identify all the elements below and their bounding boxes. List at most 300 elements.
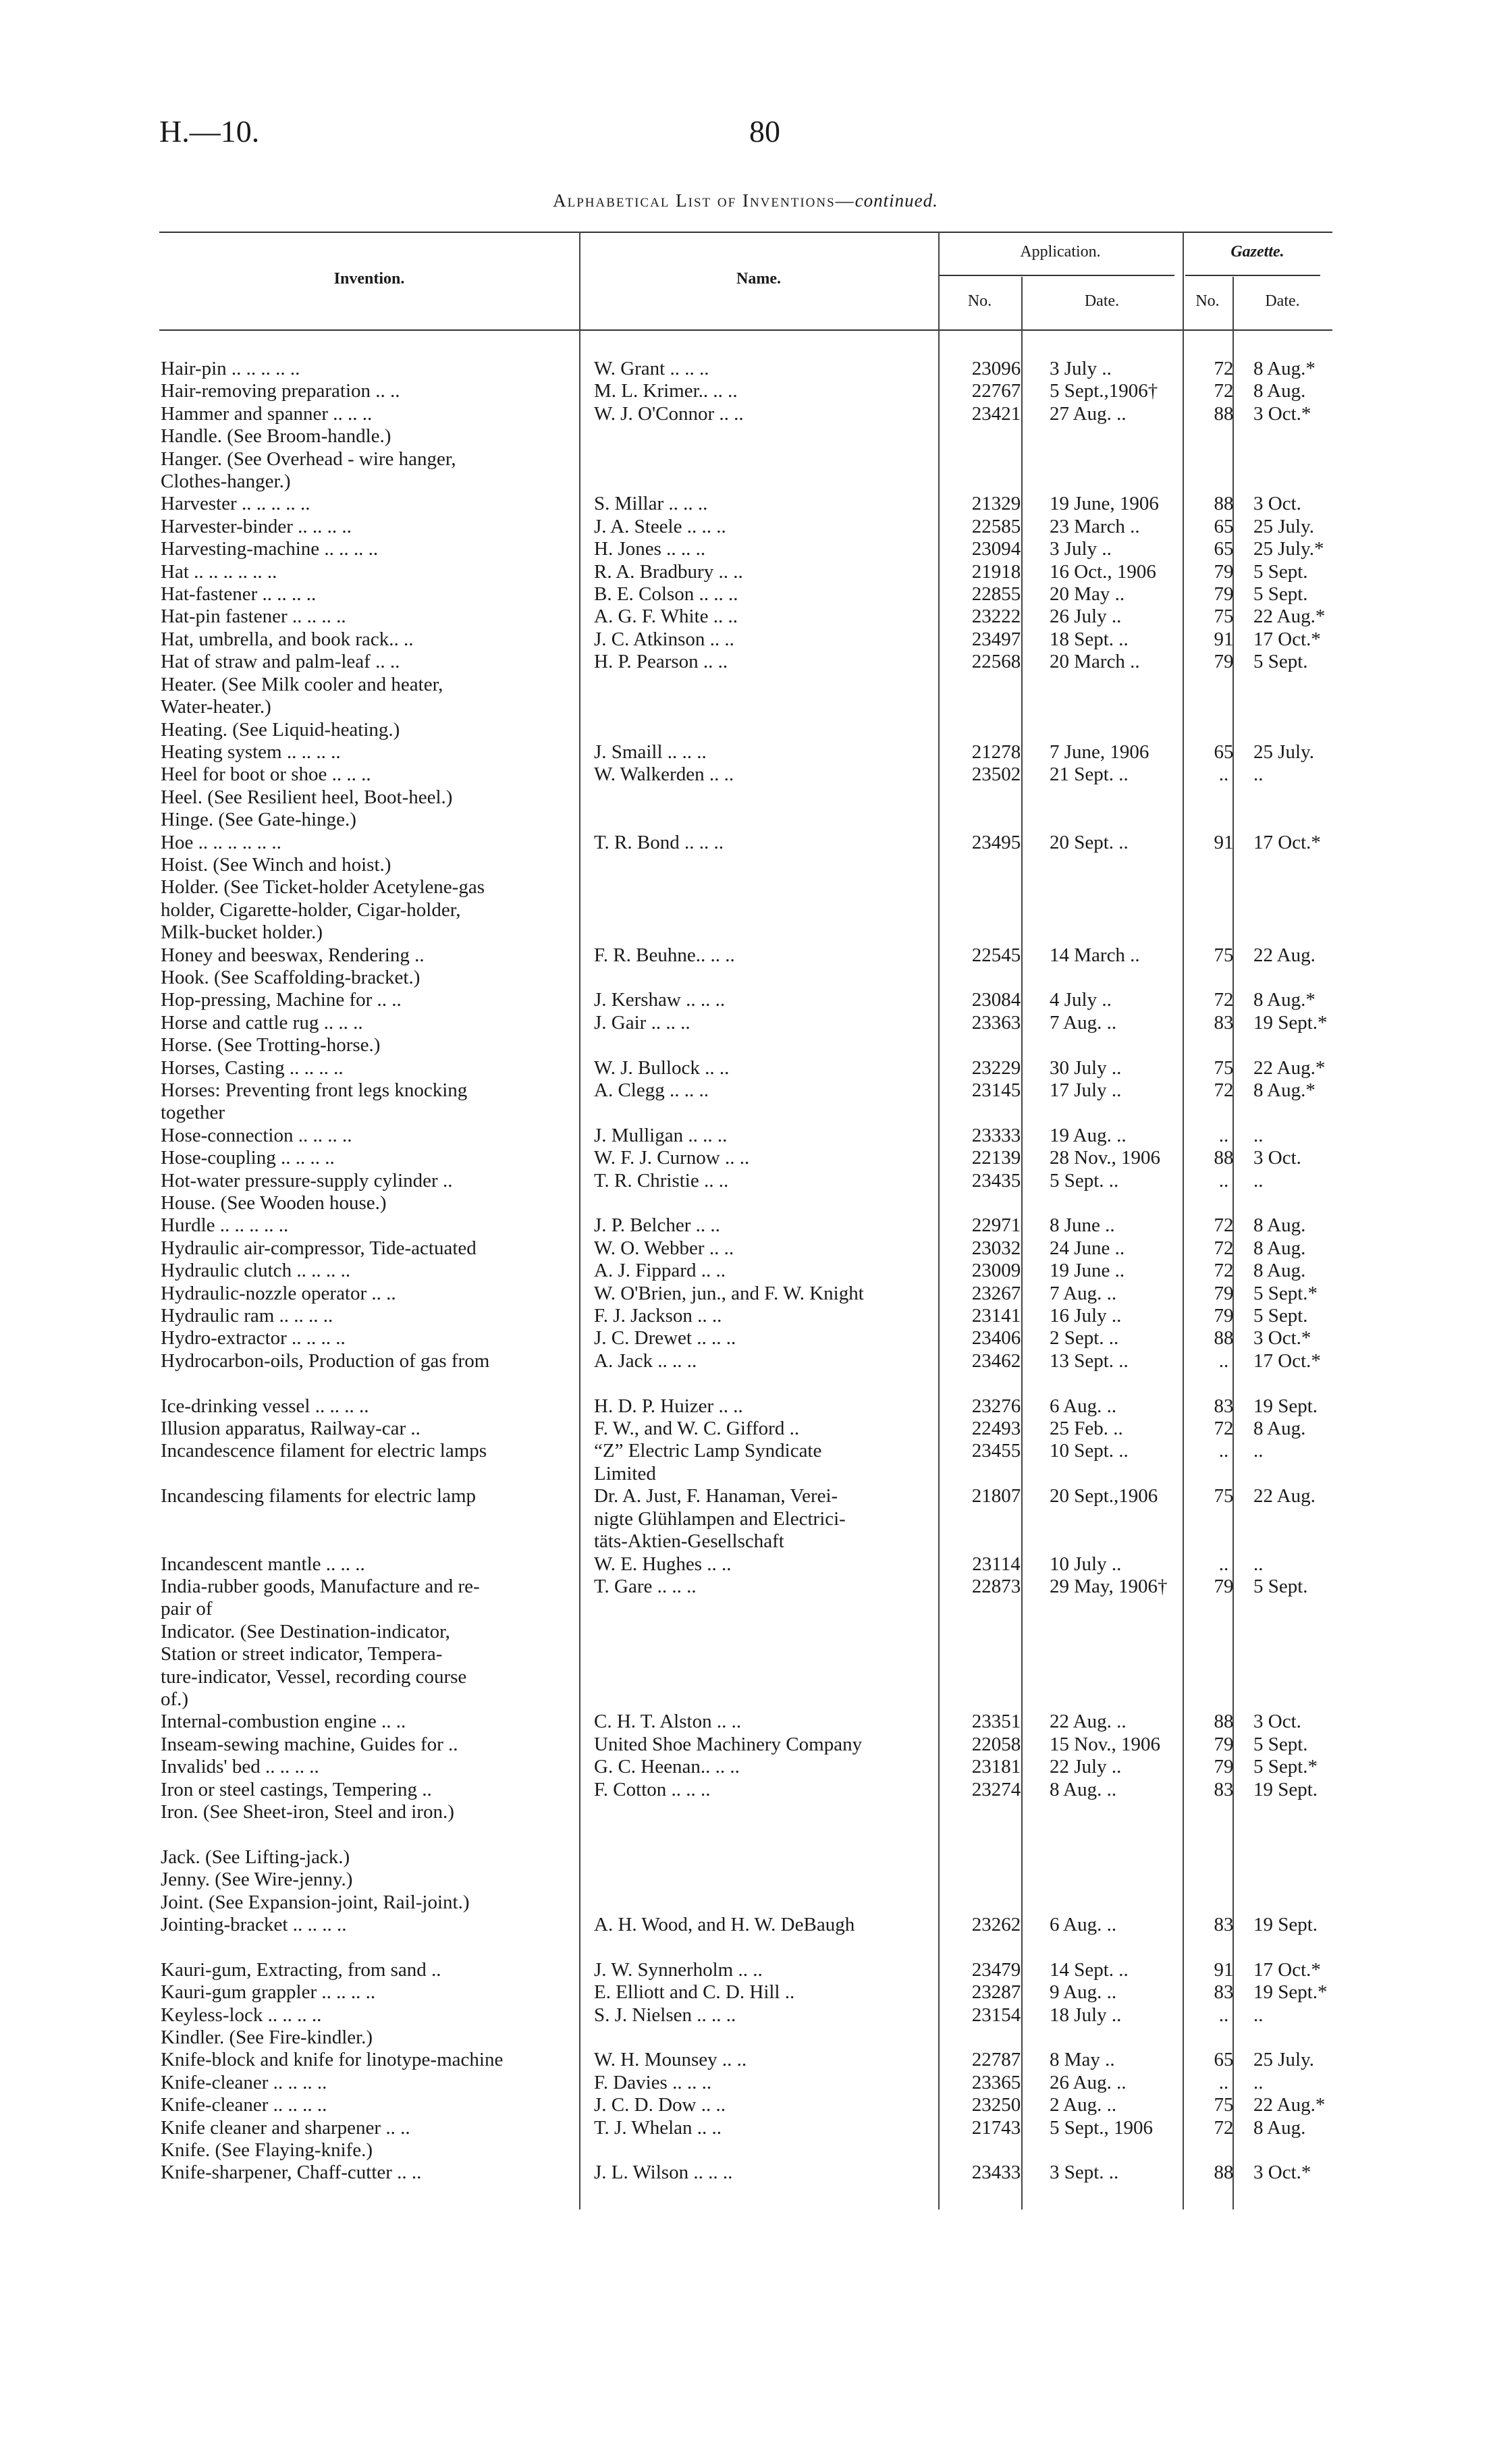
gazette-no-cell [1203, 448, 1244, 471]
invention-cell: Hurdle .. .. .. .. .. [161, 1214, 289, 1237]
invention-cell: ture-indicator, Vessel, recording course [161, 1665, 467, 1688]
application-no-cell: 23094 [971, 538, 1021, 560]
gazette-date-cell: 8 Aug. [1253, 1418, 1306, 1440]
gazette-date-cell [1244, 809, 1349, 831]
invention-cell: Knife. (See Flaying-knife.) [161, 2139, 373, 2162]
application-no-cell: 23421 [971, 402, 1021, 425]
invention-cell [159, 1463, 580, 1485]
application-no-cell [955, 809, 1037, 831]
table-row [159, 2094, 1349, 2116]
application-no-cell [955, 1936, 1037, 1958]
table-row [159, 651, 1349, 673]
name-cell [580, 674, 955, 696]
application-column-header: Application. [1020, 243, 1101, 261]
gazette-date-cell: .. [1253, 1169, 1264, 1191]
gazette-no-header: No. [1195, 292, 1220, 310]
name-cell: F. J. Jackson .. .. [594, 1305, 722, 1327]
gazette-no-cell [1203, 1643, 1244, 1665]
table-row [159, 1012, 1349, 1034]
gazette-no-cell: 91 [1214, 831, 1234, 853]
name-cell: T. Gare .. .. .. [594, 1575, 697, 1597]
gazette-date-cell: .. [1253, 2071, 1264, 2093]
name-cell: M. L. Krimer.. .. .. [594, 380, 738, 402]
gazette-date-cell: 8 Aug. [1253, 1237, 1306, 1259]
gazette-no-cell [1203, 1666, 1244, 1688]
application-no-cell [955, 786, 1037, 809]
gazette-date-cell: 25 July. [1253, 741, 1314, 763]
table-row [159, 1192, 1349, 1214]
name-cell: Dr. A. Just, F. Hanaman, Verei- [594, 1485, 838, 1507]
invention-cell: Jack. (See Lifting-jack.) [161, 1846, 350, 1868]
table-row [159, 1576, 1349, 1598]
invention-cell: holder, Cigarette-holder, Cigar-holder, [161, 899, 461, 921]
table-row [159, 2004, 1349, 2027]
application-date-cell [1037, 1846, 1203, 1869]
table-row [159, 1034, 1349, 1056]
application-date-cell [1037, 921, 1203, 944]
application-date-cell: 19 June .. [1050, 1260, 1125, 1282]
gazette-no-cell: 72 [1214, 1214, 1234, 1237]
gazette-no-cell [1203, 425, 1244, 448]
gazette-no-cell [1203, 1530, 1244, 1553]
application-no-cell [955, 1463, 1037, 1485]
invention-cell: Hook. (See Scaffolding-bracket.) [161, 966, 421, 988]
name-cell [580, 876, 955, 899]
gazette-date-cell: 3 Oct. [1253, 493, 1301, 515]
invention-cell: Inseam-sewing machine, Guides for .. [161, 1733, 458, 1755]
application-date-header: Date. [1084, 292, 1120, 310]
table-row [159, 1621, 1349, 1643]
gazette-no-cell: 72 [1214, 358, 1234, 379]
name-cell: J. Mulligan .. .. .. [594, 1124, 728, 1146]
name-cell: A. H. Wood, and H. W. DeBaugh [594, 1914, 855, 1935]
application-no-cell: 22568 [971, 651, 1021, 673]
table-row [159, 2117, 1349, 2139]
gazette-no-cell: .. [1218, 1553, 1229, 1575]
invention-cell: of.) [161, 1688, 189, 1710]
application-no-cell: 23181 [971, 1756, 1021, 1778]
application-no-cell: 23455 [971, 1440, 1021, 1462]
name-cell: A. G. F. White .. .. [594, 606, 738, 628]
application-date-cell [1037, 1598, 1203, 1620]
invention-cell: Keyless-lock .. .. .. .. [161, 2004, 322, 2026]
application-date-cell [1037, 448, 1203, 471]
gazette-date-cell: 8 Aug. [1253, 380, 1306, 402]
name-cell: W. H. Mounsey .. .. [594, 2049, 747, 2071]
application-date-cell [1037, 1463, 1203, 1485]
application-no-cell: 22855 [971, 583, 1021, 606]
table-row [159, 1508, 1349, 1530]
application-date-cell: 22 Aug. .. [1050, 1711, 1127, 1733]
application-date-cell [1037, 1892, 1203, 1914]
application-no-cell: 23141 [971, 1305, 1021, 1327]
application-date-cell: 16 Oct., 1906 [1050, 560, 1156, 583]
gazette-date-cell: 17 Oct.* [1253, 628, 1321, 650]
table-top-rule [159, 232, 1332, 233]
gazette-date-cell: 17 Oct.* [1253, 1349, 1321, 1372]
table-row [159, 448, 1349, 471]
name-cell [580, 921, 955, 944]
application-date-cell [1037, 1823, 1203, 1846]
gazette-no-cell [1203, 719, 1244, 741]
gazette-date-cell: .. [1253, 2004, 1264, 2026]
application-date-cell: 2 Sept. .. [1050, 1327, 1119, 1349]
gazette-date-cell: .. [1253, 1124, 1264, 1146]
application-no-cell [955, 448, 1037, 471]
name-cell: R. A. Bradbury .. .. [594, 560, 743, 583]
gazette-no-cell [1203, 1823, 1244, 1846]
application-date-cell [1037, 1621, 1203, 1643]
application-no-cell [955, 1801, 1037, 1823]
invention-cell: Kauri-gum grappler .. .. .. .. [161, 1981, 376, 2004]
gazette-date-cell: 25 July. [1253, 515, 1314, 537]
gazette-date-cell: 3 Oct.* [1253, 402, 1311, 425]
application-no-cell: 23084 [971, 989, 1021, 1011]
invention-cell: Kauri-gum, Extracting, from sand .. [161, 1958, 441, 1981]
application-date-cell: 8 June .. [1050, 1214, 1115, 1237]
name-cell [580, 1034, 955, 1056]
table-row [159, 1666, 1349, 1688]
application-no-cell [955, 1688, 1037, 1711]
application-no-cell [955, 2027, 1037, 2049]
table-row [159, 1350, 1349, 1372]
gazette-date-cell: 22 Aug.* [1253, 2094, 1326, 2116]
application-date-cell [1037, 1666, 1203, 1688]
gazette-no-cell [1203, 674, 1244, 696]
table-row [159, 1734, 1349, 1756]
application-date-cell: 13 Sept. .. [1050, 1349, 1129, 1372]
name-cell: T. R. Christie .. .. [594, 1169, 729, 1191]
application-no-cell: 23495 [971, 831, 1021, 853]
name-cell: Limited [594, 1462, 656, 1484]
gazette-no-cell [1203, 2139, 1244, 2162]
invention-cell [159, 1508, 580, 1530]
invention-cell: Iron. (See Sheet-iron, Steel and iron.) [161, 1800, 454, 1823]
table-row [159, 1372, 1349, 1395]
gazette-no-cell: 88 [1214, 2162, 1234, 2184]
gazette-date-cell: 25 July. [1253, 2049, 1314, 2071]
invention-cell: Hoe .. .. .. .. .. .. [161, 831, 281, 853]
gazette-no-cell [1203, 1688, 1244, 1711]
name-cell [580, 1936, 955, 1958]
gazette-no-cell: 91 [1214, 1958, 1234, 1981]
document-reference: H.—10. [159, 114, 260, 149]
invention-cell: Hanger. (See Overhead - wire hanger, [161, 448, 456, 470]
invention-cell: Joint. (See Expansion-joint, Rail-joint.) [161, 1891, 470, 1913]
subtitle-text: Alphabetical List of Inventions— [553, 190, 855, 211]
name-cell: nigte Glühlampen and Electrici- [594, 1507, 846, 1530]
application-no-cell [955, 696, 1037, 718]
gazette-no-cell [1203, 876, 1244, 899]
application-no-cell [955, 425, 1037, 448]
name-cell [580, 899, 955, 921]
table-row [159, 1395, 1349, 1418]
name-cell: J. Gair .. .. .. [594, 1011, 690, 1034]
gazette-date-cell: 8 Aug.* [1253, 1079, 1316, 1101]
gazette-no-cell [1203, 1621, 1244, 1643]
invention-cell: Hose-coupling .. .. .. .. [161, 1147, 335, 1169]
invention-cell: Knife-block and knife for linotype-machine [161, 2049, 504, 2071]
gazette-date-cell [1244, 1102, 1349, 1124]
table-row [159, 1283, 1349, 1305]
invention-cell: Knife cleaner and sharpener .. .. [161, 2116, 410, 2139]
application-date-cell [1037, 674, 1203, 696]
table-row [159, 1305, 1349, 1327]
table-row [159, 606, 1349, 628]
application-no-cell: 23267 [971, 1282, 1021, 1304]
name-cell: J. L. Wilson .. .. .. [594, 2162, 733, 2184]
name-cell: F. R. Beuhne.. .. .. [594, 944, 735, 966]
name-cell [580, 1846, 955, 1869]
table-row [159, 561, 1349, 583]
application-date-cell: 5 Sept., 1906 [1050, 2116, 1154, 2139]
application-no-cell: 23274 [971, 1778, 1021, 1800]
application-no-cell: 23276 [971, 1395, 1021, 1417]
application-date-cell: 16 July .. [1050, 1305, 1122, 1327]
application-no-cell: 23502 [971, 764, 1021, 786]
name-cell: F. Cotton .. .. .. [594, 1778, 711, 1800]
table-row [159, 1125, 1349, 1147]
application-no-cell: 21918 [971, 560, 1021, 583]
application-no-cell: 23497 [971, 628, 1021, 650]
gazette-column-header: Gazette. [1230, 243, 1284, 261]
application-date-cell [1037, 1643, 1203, 1665]
gazette-date-cell: 5 Sept. [1253, 1575, 1308, 1597]
application-no-cell [955, 1598, 1037, 1620]
application-no-cell: 23287 [971, 1981, 1021, 2004]
application-no-cell [955, 1846, 1037, 1869]
application-date-cell: 28 Nov., 1906 [1050, 1147, 1161, 1169]
name-cell: A. J. Fippard .. .. [594, 1260, 726, 1282]
invention-cell: Heater. (See Milk cooler and heater, [161, 673, 443, 695]
name-cell: J. C. D. Dow .. .. [594, 2094, 726, 2116]
gazette-no-cell [1203, 854, 1244, 876]
gazette-date-cell: 5 Sept. [1253, 583, 1308, 606]
gazette-no-cell: 75 [1214, 1056, 1234, 1079]
gazette-no-cell: 72 [1214, 2116, 1234, 2139]
invention-cell: Clothes-hanger.) [161, 471, 291, 493]
gazette-date-cell: .. [1253, 1553, 1264, 1575]
application-date-cell: 20 Sept. .. [1050, 831, 1129, 853]
application-date-cell [1037, 876, 1203, 899]
invention-cell: Hose-connection .. .. .. .. [161, 1124, 352, 1146]
table-row [159, 1214, 1349, 1237]
invention-cell: Hair-removing preparation .. .. [161, 380, 400, 402]
gazette-no-cell: 79 [1214, 583, 1234, 606]
application-no-cell: 21743 [971, 2116, 1021, 2139]
invention-cell: Illusion apparatus, Railway-car .. [161, 1418, 421, 1440]
name-cell [580, 1372, 955, 1395]
name-cell: E. Elliott and C. D. Hill .. [594, 1981, 795, 2004]
gazette-date-cell: 17 Oct.* [1253, 1958, 1321, 1981]
application-date-cell: 10 July .. [1050, 1553, 1122, 1575]
application-date-cell: 7 June, 1906 [1050, 741, 1149, 763]
gazette-no-cell: 83 [1214, 1395, 1234, 1417]
gazette-no-cell: .. [1218, 764, 1229, 786]
table-row [159, 809, 1349, 831]
name-cell [580, 425, 955, 448]
application-date-cell [1037, 809, 1203, 831]
name-cell: W. Walkerden .. .. [594, 764, 734, 786]
name-cell [580, 719, 955, 741]
name-cell: H. Jones .. .. .. [594, 538, 706, 560]
table-row [159, 1801, 1349, 1823]
application-no-cell: 23096 [971, 358, 1021, 379]
gazette-date-cell: 25 July.* [1253, 538, 1324, 560]
gazette-date-cell: 5 Sept.* [1253, 1282, 1318, 1304]
gazette-no-cell: 65 [1214, 515, 1234, 537]
gazette-date-cell [1244, 1598, 1349, 1620]
application-date-cell [1037, 2139, 1203, 2162]
gazette-date-cell [1244, 921, 1349, 944]
invention-cell: Incandescence filament for electric lamps [161, 1440, 487, 1462]
application-date-cell [1037, 719, 1203, 741]
invention-cell [159, 1936, 580, 1958]
table-row [159, 1553, 1349, 1576]
invention-cell: Indicator. (See Destination-indicator, [161, 1620, 450, 1642]
gazette-no-cell [1203, 1801, 1244, 1823]
gazette-date-cell [1244, 1034, 1349, 1056]
invention-cell: Hop-pressing, Machine for .. .. [161, 989, 402, 1011]
gazette-date-cell [1244, 696, 1349, 718]
gazette-no-cell [1203, 809, 1244, 831]
application-date-cell [1037, 1102, 1203, 1124]
gazette-date-cell: 5 Sept.* [1253, 1756, 1318, 1778]
table-row [159, 1418, 1349, 1440]
gazette-date-cell [1244, 1869, 1349, 1891]
application-no-cell [955, 1823, 1037, 1846]
application-date-cell [1037, 1869, 1203, 1891]
name-cell: G. C. Heenan.. .. .. [594, 1756, 740, 1778]
application-date-cell: 3 Sept. .. [1050, 2162, 1119, 2184]
gazette-no-cell: .. [1218, 1124, 1229, 1146]
table-row [159, 1643, 1349, 1665]
invention-cell: Internal-combustion engine .. .. [161, 1711, 406, 1733]
application-no-cell [955, 1621, 1037, 1643]
table-row [159, 1823, 1349, 1846]
name-cell: T. J. Whelan .. .. [594, 2116, 722, 2139]
name-cell: J. Smaill .. .. .. [594, 741, 707, 763]
gazette-subheader-rule [1185, 275, 1320, 276]
gazette-date-cell [1244, 2027, 1349, 2049]
invention-cell: Incandescing filaments for electric lamp [161, 1485, 477, 1507]
application-no-cell [955, 899, 1037, 921]
application-no-cell: 22873 [971, 1575, 1021, 1597]
name-cell [580, 1823, 955, 1846]
name-cell: A. Jack .. .. .. [594, 1349, 697, 1372]
gazette-date-cell [1244, 1892, 1349, 1914]
application-no-cell: 23114 [972, 1553, 1021, 1575]
name-cell: B. E. Colson .. .. .. [594, 583, 738, 606]
gazette-no-cell: 88 [1214, 402, 1234, 425]
gazette-date-cell [1244, 2139, 1349, 2162]
gazette-no-cell: 79 [1214, 560, 1234, 583]
invention-cell: Hat, umbrella, and book rack.. .. [161, 628, 414, 650]
application-no-cell: 23229 [971, 1056, 1021, 1079]
gazette-no-cell [1203, 1936, 1244, 1958]
application-date-cell [1037, 1801, 1203, 1823]
gazette-date-cell [1244, 1463, 1349, 1485]
table-row [159, 1440, 1349, 1462]
table-row [159, 1598, 1349, 1620]
invention-cell [159, 1530, 580, 1553]
application-date-cell [1037, 1936, 1203, 1958]
gazette-date-cell [1244, 1192, 1349, 1214]
gazette-no-cell: 72 [1214, 1079, 1234, 1101]
table-row [159, 380, 1349, 402]
application-date-cell: 14 March .. [1050, 944, 1140, 966]
page-header [0, 113, 1491, 161]
invention-cell: Hydraulic air-compressor, Tide-actuated [161, 1237, 477, 1259]
invention-cell: Hat .. .. .. .. .. .. [161, 560, 277, 583]
name-cell: J. C. Drewet .. .. .. [594, 1327, 736, 1349]
invention-cell: Horses: Preventing front legs knocking [161, 1079, 468, 1101]
name-cell [580, 1598, 955, 1620]
invention-cell [159, 1823, 580, 1846]
gazette-date-cell: 5 Sept. [1253, 1305, 1308, 1327]
invention-cell: Harvester-binder .. .. .. .. [161, 515, 352, 537]
gazette-date-cell [1244, 1666, 1349, 1688]
gazette-no-cell: 79 [1214, 1756, 1234, 1778]
table-row [159, 1981, 1349, 2004]
gazette-no-cell [1203, 471, 1244, 493]
gazette-no-cell: 72 [1214, 1237, 1234, 1259]
subtitle-continued: continued. [855, 190, 938, 211]
page-number: 80 [749, 114, 780, 149]
application-no-cell: 23009 [971, 1260, 1021, 1282]
gazette-date-cell: 8 Aug. [1253, 1260, 1306, 1282]
name-cell [580, 448, 955, 471]
table-row [159, 1959, 1349, 1981]
invention-cell: House. (See Wooden house.) [161, 1192, 387, 1214]
invention-cell: Horses, Casting .. .. .. .. [161, 1056, 344, 1079]
application-date-cell: 25 Feb. .. [1050, 1418, 1123, 1440]
table-row [159, 1530, 1349, 1553]
name-cell [580, 1621, 955, 1643]
application-date-cell: 26 Aug. .. [1050, 2071, 1127, 2093]
gazette-date-cell: 8 Aug.* [1253, 989, 1316, 1011]
gazette-date-cell: 5 Sept. [1253, 651, 1308, 673]
table-row [159, 1688, 1349, 1711]
application-no-cell [955, 1666, 1037, 1688]
name-cell: J. C. Atkinson .. .. [594, 628, 734, 650]
gazette-date-cell: 19 Sept. [1253, 1914, 1318, 1935]
invention-cell: Hammer and spanner .. .. .. [161, 402, 373, 425]
table-row [159, 2162, 1349, 2184]
application-date-cell: 26 July .. [1050, 606, 1122, 628]
invention-cell: together [161, 1102, 225, 1124]
table-row [159, 944, 1349, 967]
gazette-no-cell: 88 [1214, 1711, 1234, 1733]
application-no-cell: 23435 [971, 1169, 1021, 1191]
application-no-cell [955, 1643, 1037, 1665]
gazette-date-cell: 22 Aug. [1253, 1485, 1316, 1507]
name-cell: J. Kershaw .. .. .. [594, 989, 726, 1011]
name-cell: A. Clegg .. .. .. [594, 1079, 709, 1101]
name-cell [580, 1688, 955, 1711]
gazette-date-header: Date. [1265, 292, 1300, 310]
gazette-no-cell: 65 [1214, 2049, 1234, 2071]
application-date-cell: 6 Aug. .. [1050, 1395, 1117, 1417]
gazette-date-cell [1244, 425, 1349, 448]
invention-cell: Hydraulic-nozzle operator .. .. [161, 1282, 396, 1304]
gazette-date-cell [1244, 1508, 1349, 1530]
name-cell [580, 471, 955, 493]
name-cell: W. O. Webber .. .. [594, 1237, 734, 1259]
invention-cell: Hydraulic clutch .. .. .. .. [161, 1260, 351, 1282]
gazette-date-cell: 3 Oct.* [1253, 1327, 1311, 1349]
name-cell: W. O'Brien, jun., and F. W. Knight [594, 1282, 864, 1304]
